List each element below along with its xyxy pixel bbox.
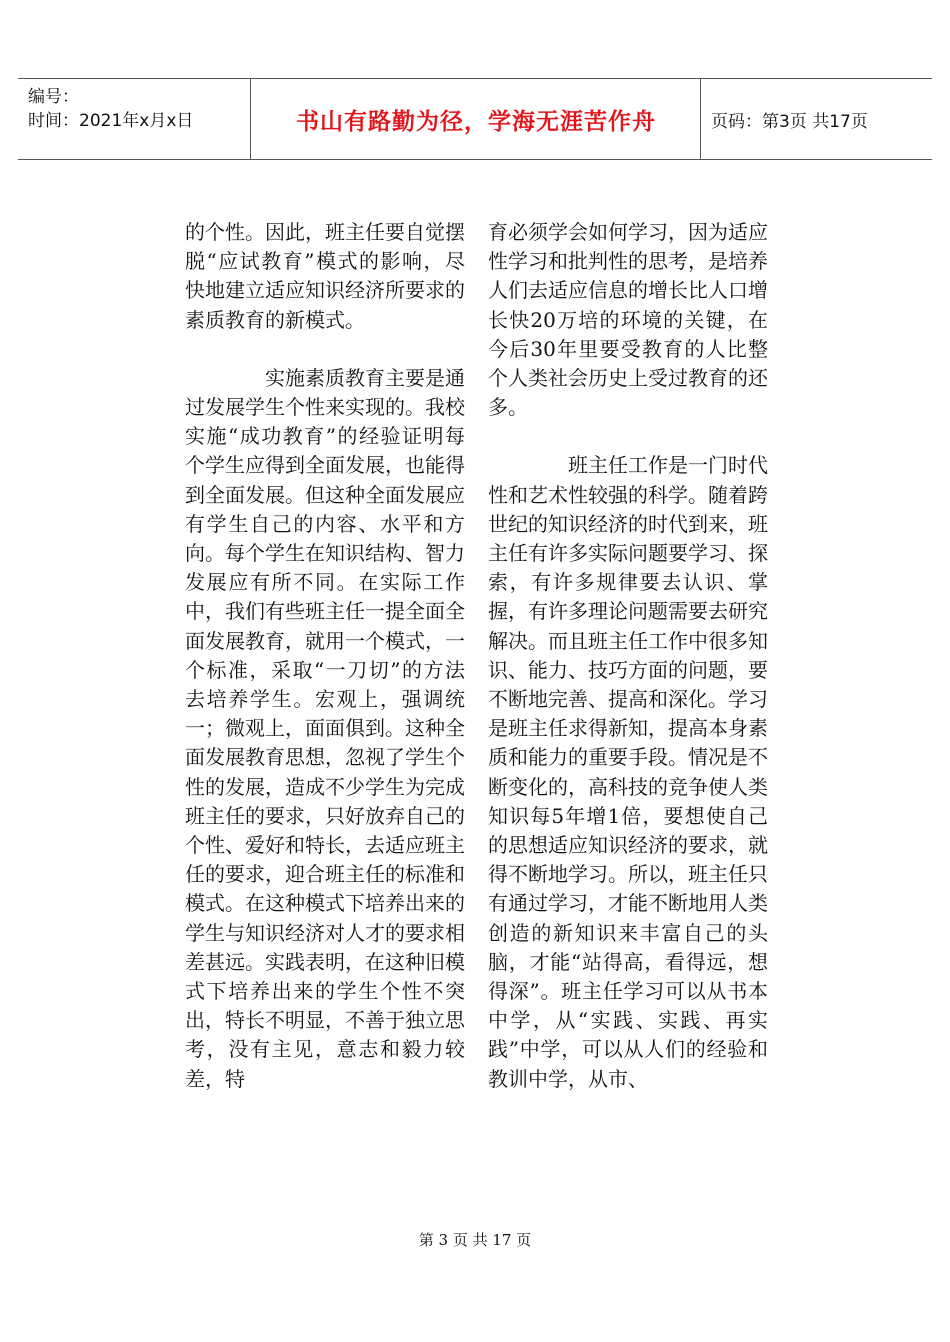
header-page-info-cell	[701, 79, 932, 159]
document-number-label: 编号：	[28, 87, 79, 107]
right-paragraph-2: 班主任工作是一门时代性和艺术性较强的科学。随着跨世纪的知识经济的时代到来，班主任有许多实际问题要学习、探索，有许多规律要去认识、掌握，有许多理论问题需要去研究解决。而且班主任工作中很多知识、能力、技巧方面的问题，要不断地完善、提高和深化。学习是班主任求得新知，提高本身素质和能力的重要手段。情况是不断变化的，高科技的竞争使人类知识每5年增1倍，要想使自己的思想适应知识经济的要求，就得不断地学习。所以，班主任只有通过学习，才能不断地用人类创造的新知识来丰富自己的头脑，才能“站得高，看得远，想得深”。班主任学习可以从书本中学，从“实践、实践、再实践”中学，可以从人们的经验和教训中学，从市、	[488, 453, 768, 1091]
left-text-column	[185, 218, 465, 1094]
left-paragraph-2: 实施素质教育主要是通过发展学生个性来实现的。我校实施“成功教育”的经验证明每个学生应得到全面发展，也能得到全面发展。但这种全面发展应有学生自己的内容、水平和方向。每个学生在知识结构、智力发展应有所不同。在实际工作中，我们有些班主任一提全面全面发展教育，就用一个模式，一个标准，采取“一刀切”的方法去培养学生。宏观上，强调统一；微观上，面面俱到。这种全面发展教育思想，忽视了学生个性的发展，造成不少学生为完成班主任的要求，只好放弃自己的个性、爱好和特长，去适应班主任的要求，迎合班主任的标准和模式。在这种模式下培养出来的学生与知识经济对人才的要求相差甚远。实践表明，在这种旧模式下培养出来的学生个性不突出，特长不明显，不善于独立思考，没有主见，意志和毅力较差，特	[185, 365, 465, 1091]
right-text-column	[488, 218, 768, 1094]
document-time-label: 时间：2021年x月x日	[28, 111, 194, 131]
page-header	[18, 78, 932, 160]
right-paragraph-1: 育必须学会如何学习，因为适应性学习和批判性的思考，是培养人们去适应信息的增长比人口增长快20万培的环境的关键，在今后30年里要受教育的人比整个人类社会历史上受过教育的还多。	[488, 220, 768, 420]
header-motto: 书山有路勤为径，学海无涯苦作舟	[296, 107, 656, 135]
page-footer: 第 3 页 共 17 页	[418, 1231, 532, 1249]
paragraph-spacer	[185, 335, 465, 364]
left-paragraph-1: 的个性。因此，班主任要自觉摆脱“应试教育”模式的影响，尽快地建立适应知识经济所要求的素质教育的新模式。	[185, 220, 465, 332]
header-motto-cell	[252, 79, 701, 159]
paragraph-spacer	[488, 422, 768, 451]
header-meta	[18, 79, 251, 159]
header-page-info: 页码：第3页 共17页	[711, 111, 868, 132]
